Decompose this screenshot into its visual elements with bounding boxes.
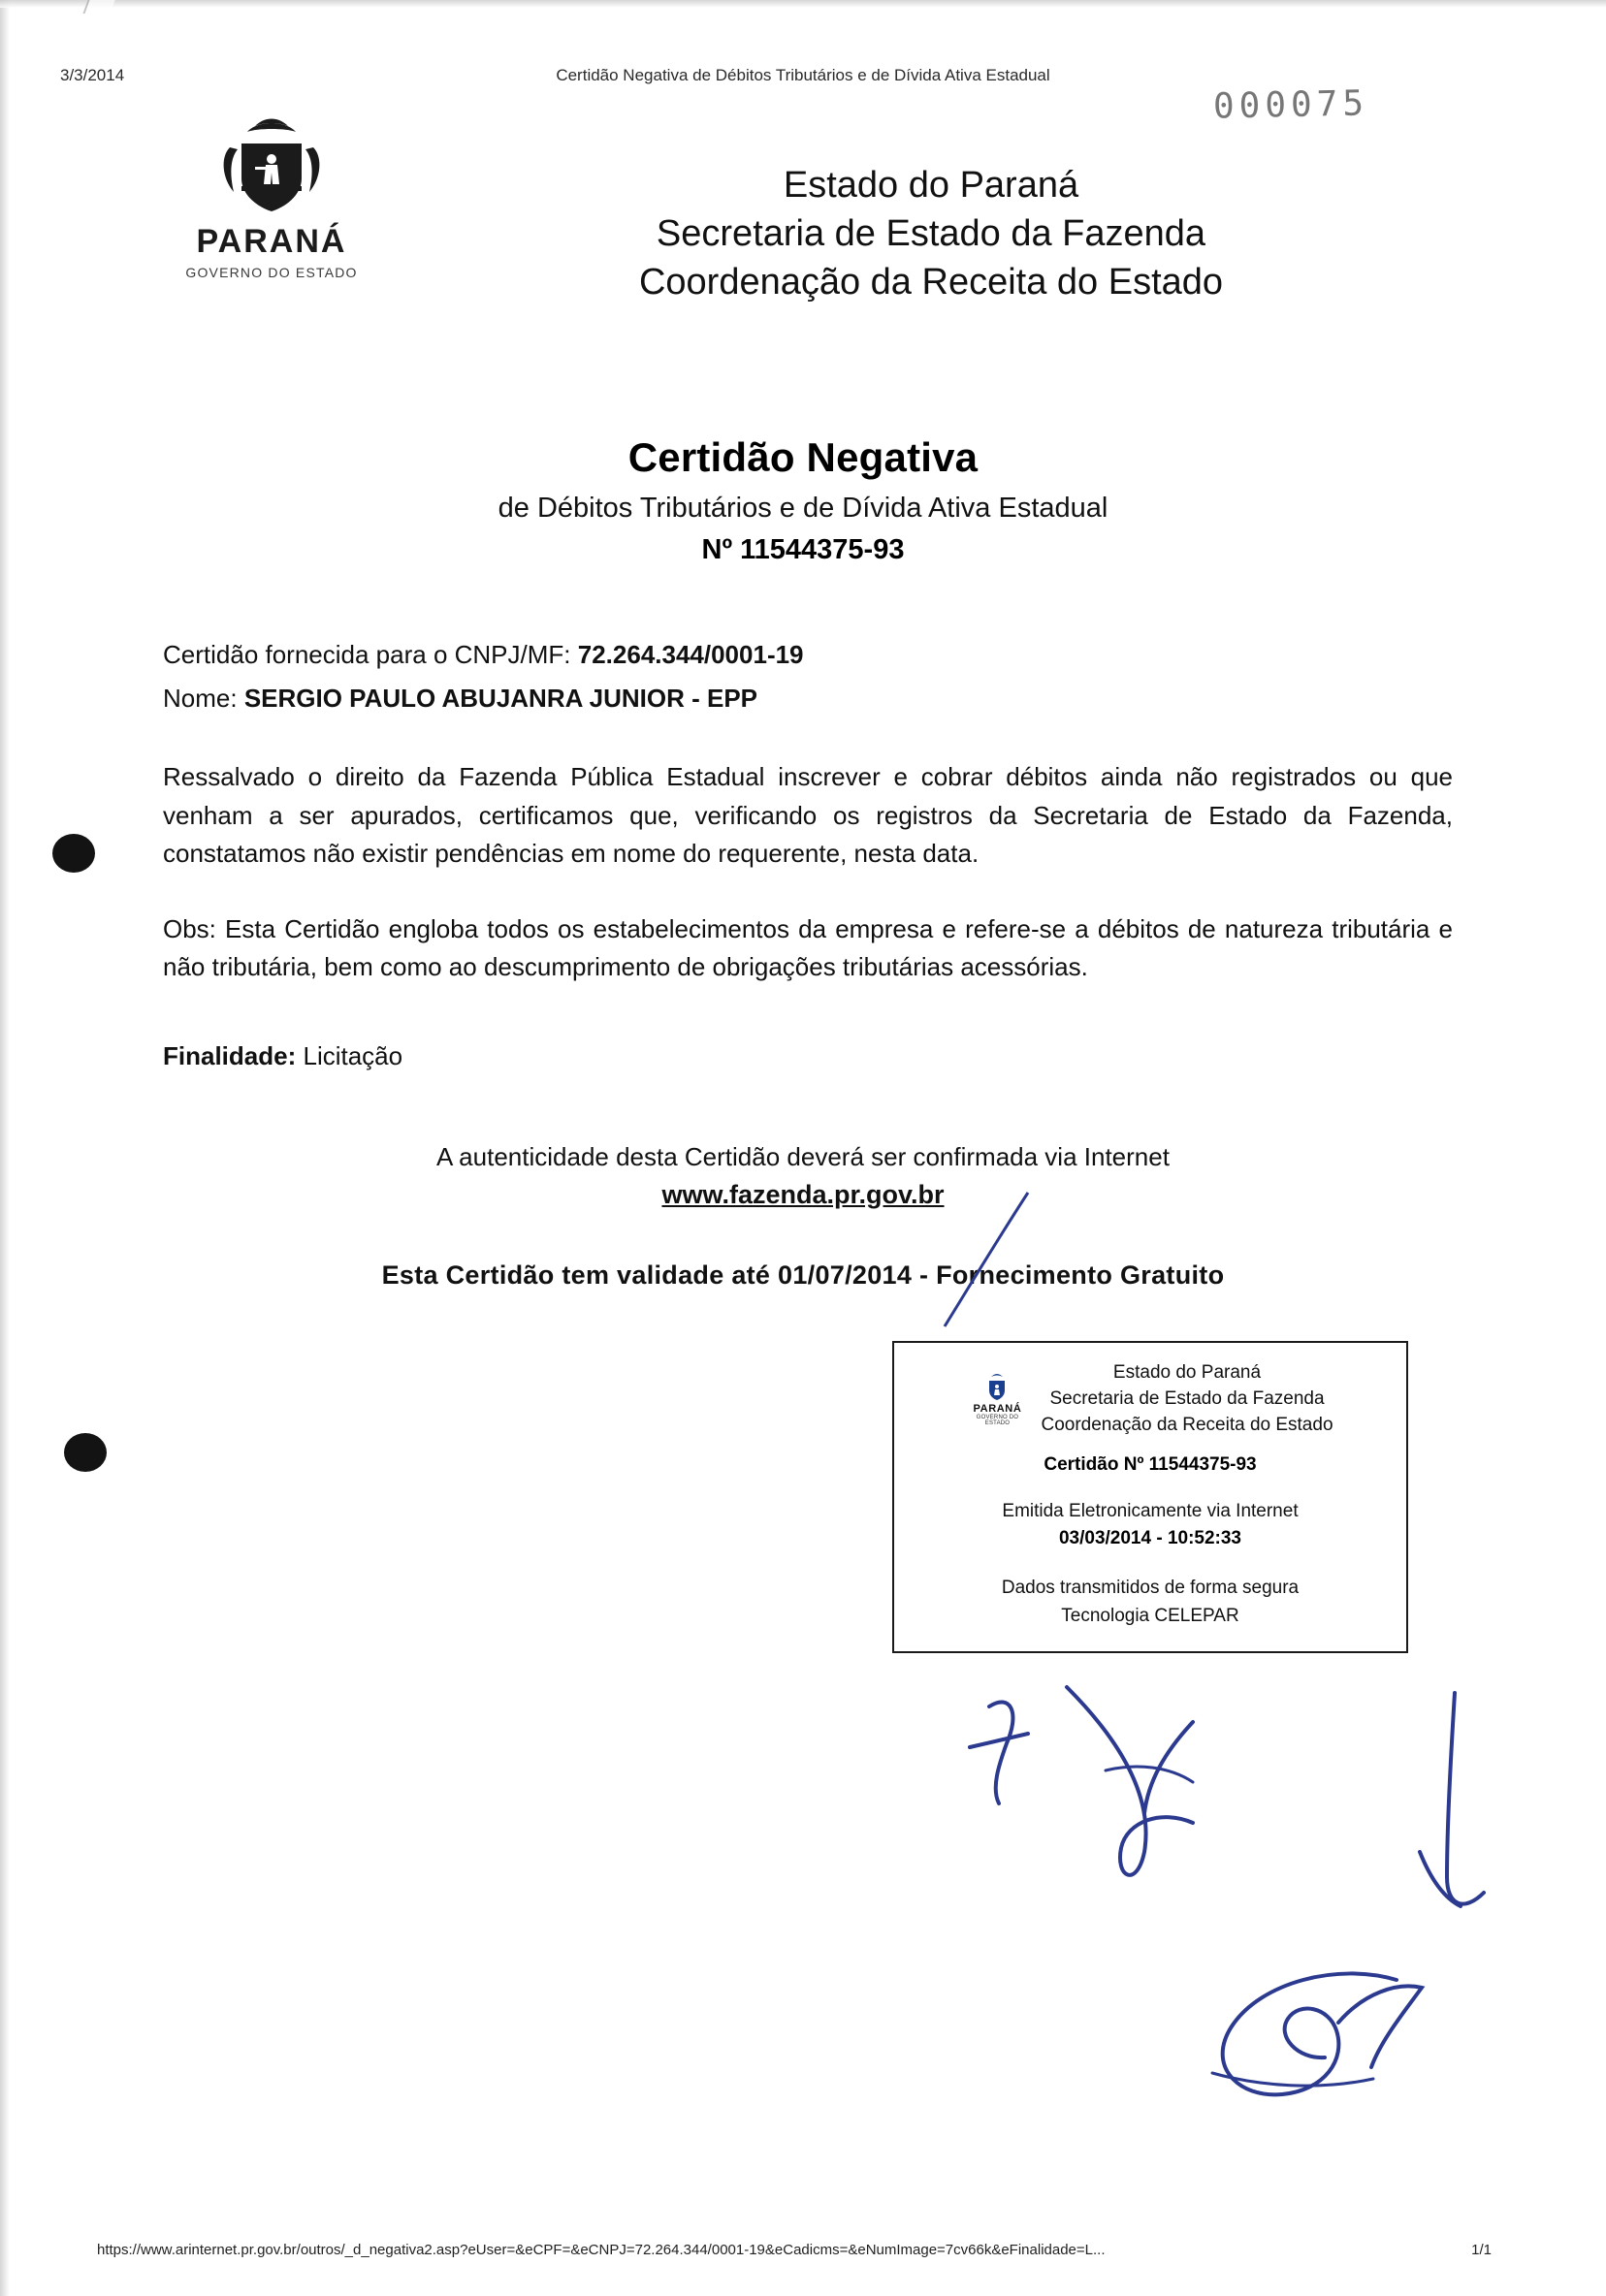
seal-secure-line-1: Dados transmitidos de forma segura [1001,1577,1300,1598]
certificate-title-block [0,434,1606,566]
seal-org-line-1: Estado do Paraná [1112,1362,1262,1383]
scan-corner-fold [82,0,114,14]
seal-org-line-2: Secretaria de Estado da Fazenda [1049,1387,1325,1409]
organization-line-3: Coordenação da Receita do Estado [638,262,1224,303]
protocol-stamp-number: 000075 [1212,83,1369,127]
signature-initial-3 [1397,1687,1523,1939]
parana-coat-of-arms-icon [212,114,331,219]
authenticity-link[interactable]: www.fazenda.pr.gov.br [661,1180,945,1209]
punch-hole-mark [64,1433,107,1472]
certificate-number: Nº 11544375-93 [701,534,905,565]
name-label: Nome: [163,684,238,713]
seal-logo-wordmark: PARANÁ [973,1403,1022,1416]
signature-main [1173,1959,1455,2123]
cnpj-field [163,640,1453,670]
cnpj-value: 72.264.344/0001-19 [577,640,804,669]
purpose-label: Finalidade: [163,1040,297,1070]
certificate-subtitle: de Débitos Tributários e de Dívida Ativa Estadual [498,493,1108,524]
validity-text: Esta Certidão tem validade até 01/07/2014 - Fornecimento Gratuito [381,1260,1225,1290]
parana-coat-of-arms-icon [980,1372,1013,1403]
organization-heading [407,161,1455,306]
observation-paragraph: Obs: Esta Certidão engloba todos os estabelecimentos da empresa e refere-se a débitos de natureza tributária e não tributária, bem como ao descumprimento de obrigações tributárias acessórias. [163,913,1453,982]
certificate-title: Certidão Negativa [627,434,979,480]
footer-page-number: 1/1 [1471,2242,1492,2258]
cnpj-label: Certidão fornecida para o CNPJ/MF: [163,640,571,669]
organization-line-1: Estado do Paraná [783,165,1079,206]
footer-url: https://www.arinternet.pr.gov.br/outros/_d_negativa2.asp?eUser=&eCPF=&eCNPJ=72.264.344/0001-19&eCadicms=&eNumImage=7cv66k&eFinalidade=L... [97,2242,1106,2258]
seal-organization [1041,1360,1333,1439]
seal-certificate-number: Certidão Nº 11544375-93 [1044,1453,1257,1475]
purpose-value: Licitação [303,1040,403,1070]
seal-issued-label: Emitida Eletronicamente via Internet [1002,1500,1299,1521]
electronic-seal-box [892,1341,1408,1653]
ink-mark-validity [902,1189,1076,1334]
seal-org-line-3: Coordenação da Receita do Estado [1041,1414,1333,1435]
seal-logo-subtitle: GOVERNO DO ESTADO [976,1415,1019,1427]
name-value: SERGIO PAULO ABUJANRA JUNIOR - EPP [243,684,758,713]
seal-header-row [904,1360,1397,1439]
parana-logo [165,114,378,280]
logo-wordmark: PARANÁ [196,223,347,260]
main-paragraph: Ressalvado o direito da Fazenda Pública Estadual inscrever e cobrar débitos ainda não registrados ou que venham a ser apurados, certificamos que, verificando os registros da Secretaria de Estado da Fazenda, constatamos não existir pendências em nome do requerente, nesta data. [163,762,1453,869]
authenticity-block [0,1142,1606,1210]
print-header-title: Certidão Negativa de Débitos Tributários e de Dívida Ativa Estadual [556,66,1050,84]
seal-logo [967,1372,1027,1426]
scan-edge-top [0,0,1606,8]
seal-issued-datetime: 03/03/2014 - 10:52:33 [1058,1527,1242,1548]
organization-line-2: Secretaria de Estado da Fazenda [656,213,1206,255]
seal-secure-line-2: Tecnologia CELEPAR [1061,1606,1239,1627]
purpose-field [163,1041,1453,1071]
logo-subtitle: GOVERNO DO ESTADO [185,265,358,280]
signature-initial-2 [1047,1677,1270,1920]
print-header-date: 3/3/2014 [60,66,125,84]
punch-hole-mark [52,834,95,873]
authenticity-text: A autenticidade desta Certidão deverá ser confirmada via Internet [436,1142,1170,1171]
certificate-body [163,640,1453,1071]
name-field [163,684,1453,714]
